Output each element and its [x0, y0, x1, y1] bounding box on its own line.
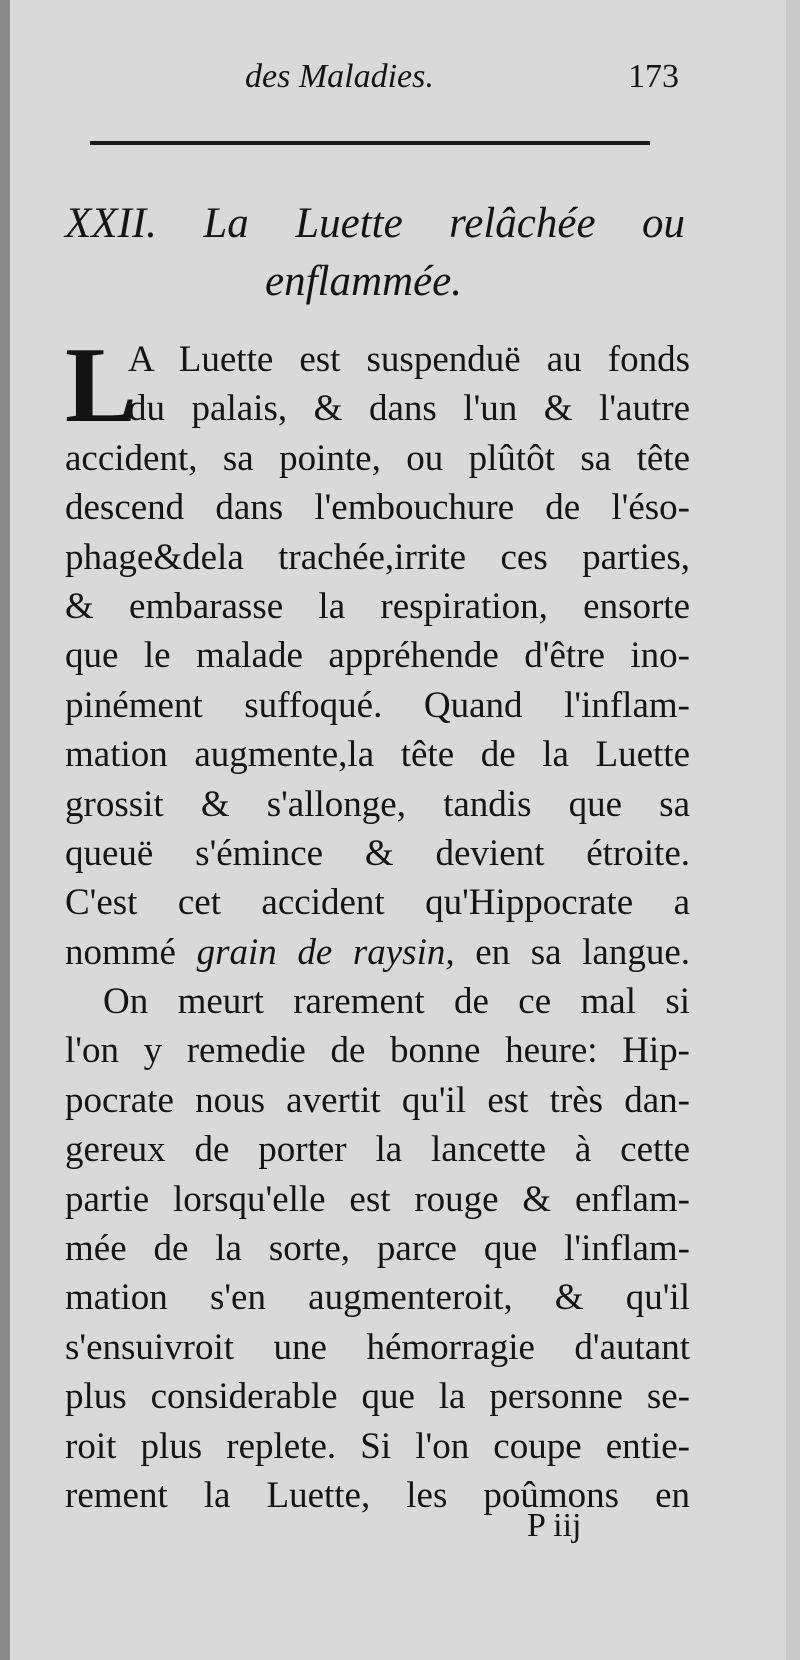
text-line: pinément suffoqué. Quand l'inflam-: [65, 684, 690, 726]
text-line: queuë s'émince & devient étroite.: [65, 832, 690, 874]
text-line: & embarasse la respiration, ensorte: [65, 585, 690, 627]
text-segment: en sa langue.: [475, 931, 690, 973]
text-line: partie lorsqu'elle est rouge & enflam-: [65, 1178, 690, 1220]
italic-term: grain de raysin,: [196, 931, 455, 973]
text-line: du palais, & dans l'un & l'autre: [128, 388, 690, 430]
book-page: [10, 0, 800, 1660]
text-line: mation s'en augmenteroit, & qu'il: [65, 1277, 690, 1319]
text-line: s'ensuivroit une hémorragie d'autant: [65, 1326, 690, 1368]
page-gutter-shadow: [0, 0, 10, 1660]
signature-mark: P iij: [527, 1507, 582, 1544]
body-text: [65, 326, 690, 1520]
text-segment: nommé: [65, 931, 176, 973]
text-line: On meurt rarement de ce mal si: [103, 981, 690, 1023]
text-line: mée de la sorte, parce que l'inflam-: [65, 1228, 690, 1270]
text-line: gereux de porter la lancette à cette: [65, 1129, 690, 1171]
chapter-heading-line-2: enflammée.: [265, 258, 463, 305]
text-line: C'est cet accident qu'Hippocrate a: [65, 882, 690, 924]
text-line: l'on y remedie de bonne heure: Hip-: [65, 1030, 690, 1072]
text-line: A Luette est suspenduë au fonds: [128, 339, 690, 380]
text-line: roit plus replete. Si l'on coupe entie-: [65, 1425, 690, 1467]
text-line: rement la Luette, les poûmons en: [65, 1474, 690, 1516]
drop-initial: L: [65, 326, 138, 445]
page-number: 173: [628, 58, 679, 95]
text-line: grossit & s'allonge, tandis que sa: [65, 783, 690, 825]
running-head-title: des Maladies.: [245, 58, 434, 95]
header-rule: [90, 141, 650, 145]
page-edge-shade: [786, 0, 800, 1660]
text-line: plus considerable que la personne se-: [65, 1376, 690, 1418]
text-line-italic-term: [65, 928, 690, 977]
text-line: que le malade appréhende d'être ino-: [65, 635, 690, 677]
chapter-heading-line-1: XXII. La Luette relâchée ou: [65, 200, 685, 247]
text-line: descend dans l'embouchure de l'éso-: [65, 487, 690, 529]
text-line: phage&dela trachée,irrite ces parties,: [65, 536, 690, 578]
text-line: mation augmente,la tête de la Luette: [65, 734, 690, 776]
text-line: pocrate nous avertit qu'il est très dan-: [65, 1079, 690, 1121]
text-line: accident, sa pointe, ou plûtôt sa tête: [65, 437, 690, 479]
